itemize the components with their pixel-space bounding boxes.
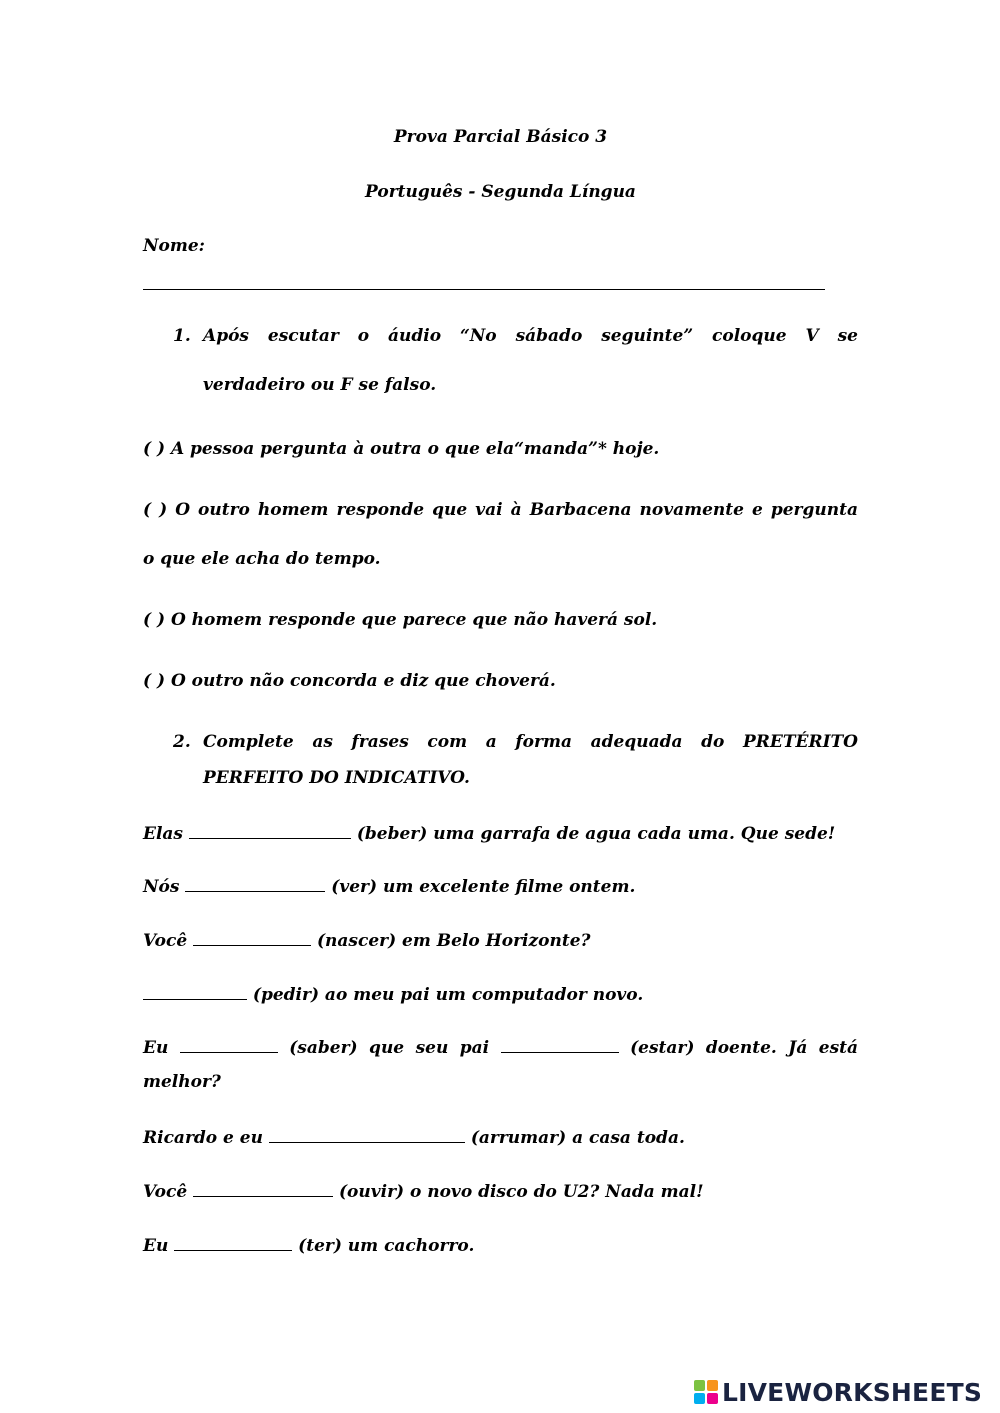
name-label: Nome: xyxy=(143,236,205,256)
answer-blank[interactable] xyxy=(269,1127,465,1143)
sentence-text: (beber) uma garrafa de agua cada uma. Que sede! xyxy=(356,824,836,844)
logo-text: LIVEWORKSHEETS xyxy=(722,1377,983,1407)
answer-blank[interactable] xyxy=(174,1235,292,1251)
tf-item-text: O outro não concorda e diz que choverá. xyxy=(170,671,556,691)
liveworksheets-logo xyxy=(694,1376,982,1408)
sentence-7 xyxy=(143,1181,858,1202)
sentence-2 xyxy=(143,876,858,897)
answer-blank[interactable] xyxy=(193,930,311,946)
tf-item-text: A pessoa pergunta à outra o que ela“manda”* hoje. xyxy=(170,439,660,459)
answer-blank[interactable] xyxy=(501,1037,619,1053)
sentence-text: Eu xyxy=(143,1236,169,1256)
logo-mark-icon xyxy=(694,1380,718,1404)
sentence-text: (saber) que seu pai xyxy=(289,1038,490,1058)
answer-blank[interactable] xyxy=(185,876,325,892)
sentence-4 xyxy=(143,984,858,1005)
tf-item-1 xyxy=(143,439,858,459)
question-1-line1: Após escutar o áudio “No sábado seguinte” coloque V se xyxy=(203,326,858,346)
sentence-5-cont: melhor? xyxy=(143,1072,221,1092)
sentence-3 xyxy=(143,930,858,951)
tf-item-4 xyxy=(143,671,858,691)
sentence-text: Ricardo e eu xyxy=(143,1128,263,1148)
sentence-text: Nós xyxy=(143,877,180,897)
answer-blank[interactable] xyxy=(143,984,247,1000)
sentence-text: Eu xyxy=(143,1038,169,1058)
page-subtitle: Português - Segunda Língua xyxy=(365,182,636,202)
question-1-number: 1. xyxy=(173,326,191,346)
tf-item-text: O outro homem responde que vai à Barbacena novamente e pergunta xyxy=(175,500,858,520)
sentence-6 xyxy=(143,1127,858,1148)
tf-item-3 xyxy=(143,610,858,630)
question-2-line2: PERFEITO DO INDICATIVO. xyxy=(203,768,470,788)
answer-blank[interactable] xyxy=(180,1037,278,1053)
answer-blank[interactable] xyxy=(193,1181,333,1197)
tf-item-2-cont: o que ele acha do tempo. xyxy=(143,549,381,569)
sentence-text: Você xyxy=(143,931,188,951)
sentence-text: (ver) um excelente filme ontem. xyxy=(331,877,636,897)
question-2-number: 2. xyxy=(173,732,191,752)
answer-box[interactable]: ( ) xyxy=(143,610,166,630)
sentence-text: (pedir) ao meu pai um computador novo. xyxy=(252,985,644,1005)
tf-item-text: O homem responde que parece que não haverá sol. xyxy=(170,610,658,630)
sentence-text: (arrumar) a casa toda. xyxy=(470,1128,685,1148)
sentence-text: Você xyxy=(143,1182,188,1202)
sentence-text: (ter) um cachorro. xyxy=(298,1236,475,1256)
answer-box[interactable]: ( ) xyxy=(143,439,166,459)
sentence-text: (nascer) em Belo Horizonte? xyxy=(316,931,591,951)
answer-blank[interactable] xyxy=(189,823,351,839)
name-line[interactable] xyxy=(143,289,825,290)
sentence-5 xyxy=(143,1037,858,1058)
sentence-1 xyxy=(143,823,858,844)
answer-box[interactable]: ( ) xyxy=(143,500,168,520)
question-1-line2: verdadeiro ou F se falso. xyxy=(203,375,437,395)
sentence-text: (estar) doente. Já está xyxy=(630,1038,859,1058)
sentence-8 xyxy=(143,1235,858,1256)
answer-box[interactable]: ( ) xyxy=(143,671,166,691)
page-title: Prova Parcial Básico 3 xyxy=(393,127,608,147)
sentence-text: (ouvir) o novo disco do U2? Nada mal! xyxy=(338,1182,704,1202)
question-2-line1: Complete as frases com a forma adequada do PRETÉRITO xyxy=(203,732,858,752)
sentence-text: Elas xyxy=(143,824,184,844)
tf-item-2 xyxy=(143,500,858,520)
